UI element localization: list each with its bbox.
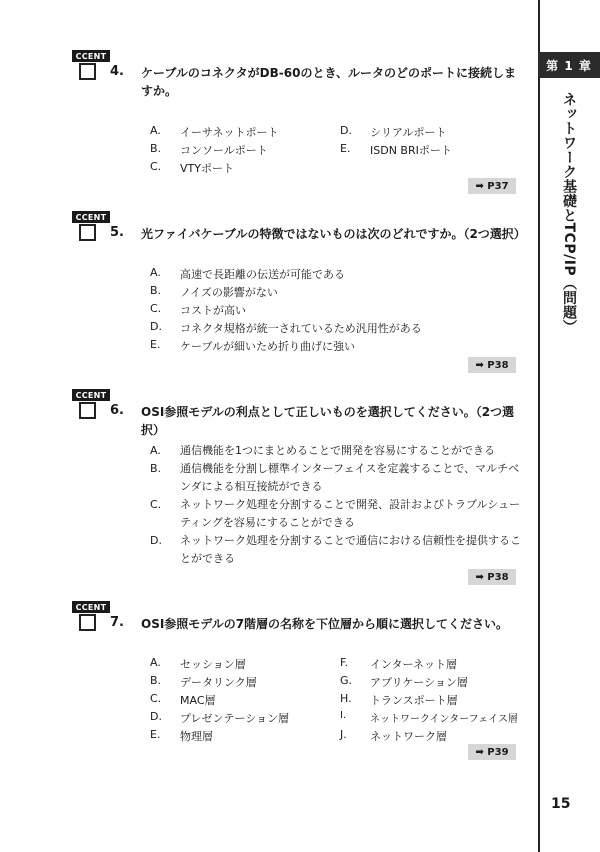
question-text: OSI参照モデルの利点として正しいものを選択してください。（2つ選択）: [141, 405, 515, 437]
question-text: ケーブルのコネクタがDB-60のとき、ルータのどのポートに接続しますか。: [141, 66, 516, 98]
answer-checkbox[interactable]: [79, 224, 96, 241]
page-reference: ➡ P37: [468, 178, 516, 194]
page-reference: ➡ P38: [468, 569, 516, 585]
question-number: 4.: [110, 64, 124, 79]
answer-checkbox[interactable]: [79, 63, 96, 80]
question-number: 6.: [110, 403, 124, 418]
option: C. ネットワーク処理を分割することで開発、設計およびトラブルシューティングを容易にすることができる: [150, 498, 521, 529]
option: A. 通信機能を1つにまとめることで開発を容易にすることができる: [150, 444, 495, 457]
question-number: 5.: [110, 225, 124, 240]
ccent-badge: CCENT: [72, 601, 110, 613]
answer-checkbox[interactable]: [79, 614, 96, 631]
chapter-tab: 第 1 章: [538, 52, 600, 78]
option: B. 通信機能を分割し標準インターフェイスを定義することで、マルチベンダによる相互接続ができる: [150, 462, 520, 493]
question-text: OSI参照モデルの7階層の名称を下位層から順に選択してください。: [141, 617, 509, 631]
answer-checkbox[interactable]: [79, 402, 96, 419]
side-rule: [538, 0, 540, 852]
ccent-badge: CCENT: [72, 211, 110, 223]
ccent-badge: CCENT: [72, 389, 110, 401]
option: D. ネットワーク処理を分割することで通信における信頼性を提供することができる: [150, 534, 521, 565]
ccent-badge: CCENT: [72, 50, 110, 62]
page-reference: ➡ P38: [468, 357, 516, 373]
question-number: 7.: [110, 615, 124, 630]
chapter-title: ネットワーク基礎とTCP/IP（問題）: [561, 92, 577, 335]
question-text: 光ファイバケーブルの特徴ではないものは次のどれですか。（2つ選択）: [141, 227, 526, 241]
page-number: 15: [551, 796, 571, 812]
page-reference: ➡ P39: [468, 744, 516, 760]
